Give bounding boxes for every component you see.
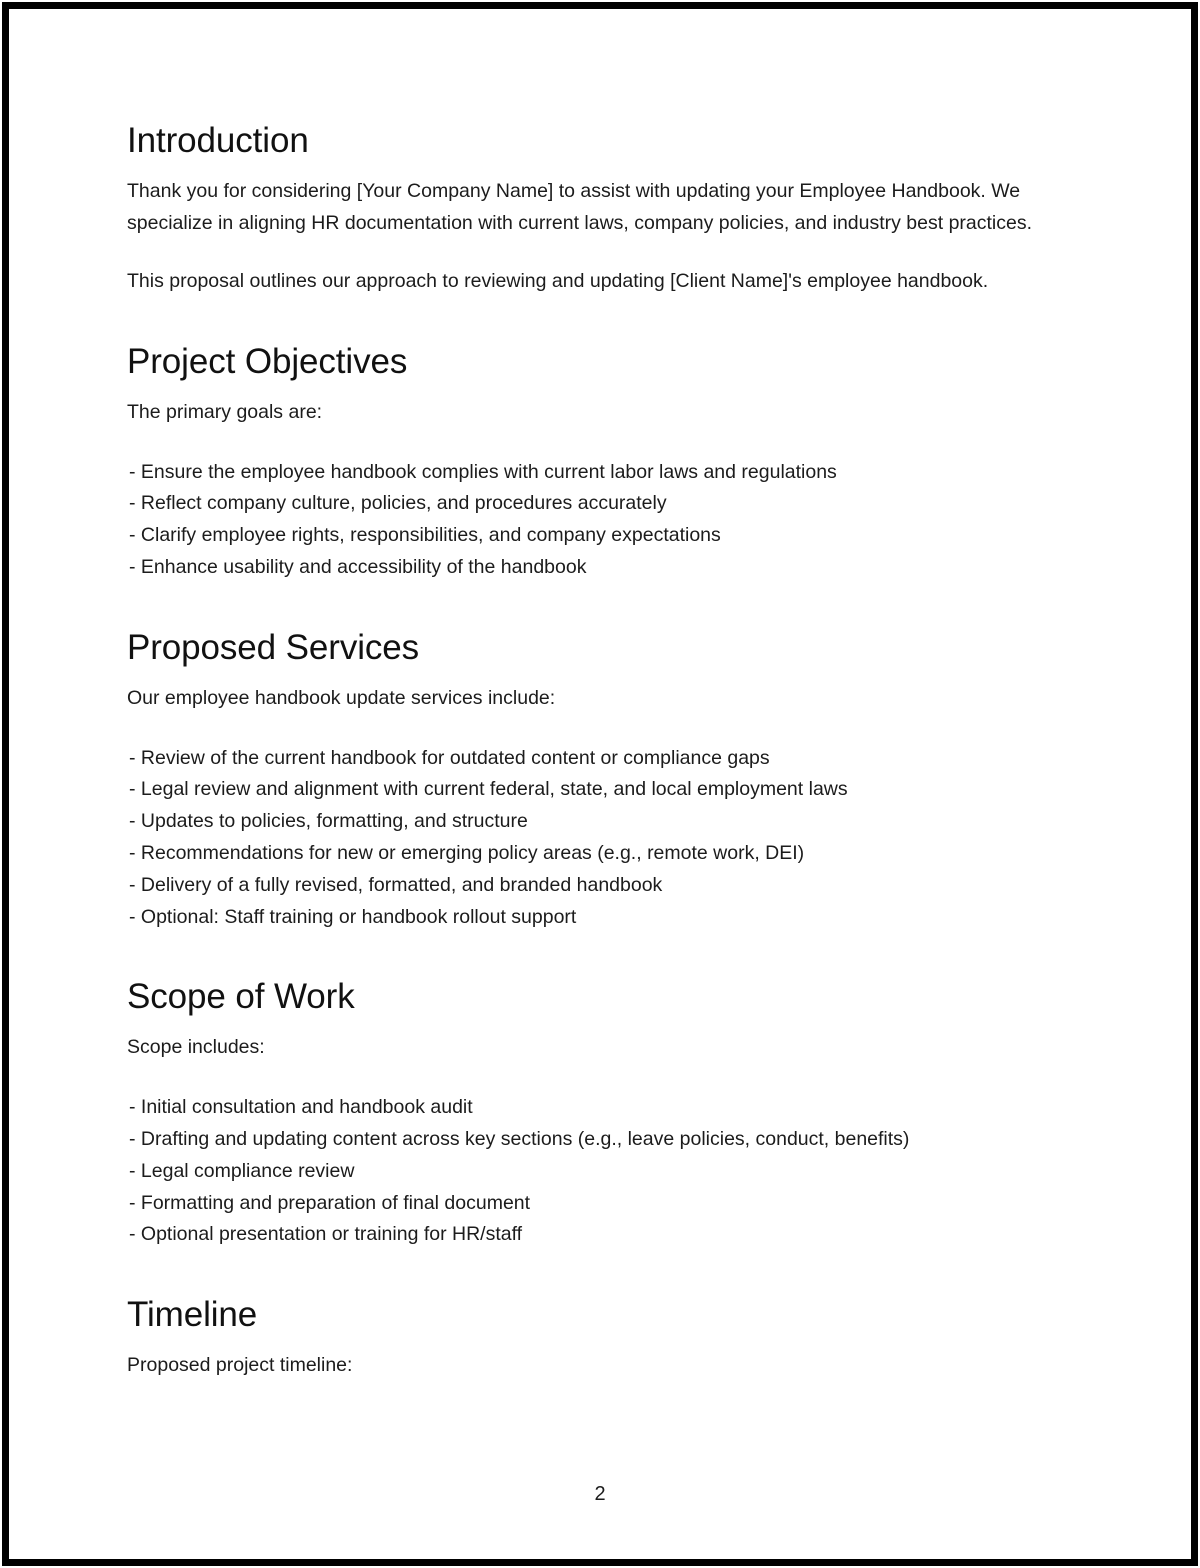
section-project-objectives: [127, 342, 1079, 584]
heading-scope-of-work: Scope of Work: [127, 977, 355, 1017]
list-item: - Legal review and alignment with current federal, state, and local employment laws: [129, 778, 848, 801]
paragraph-services-intro: Our employee handbook update services include:: [127, 686, 556, 709]
list-item: - Legal compliance review: [129, 1159, 355, 1182]
page-border-frame: [2, 2, 1198, 1566]
paragraph-timeline-intro: Proposed project timeline:: [127, 1354, 353, 1377]
heading-timeline: Timeline: [127, 1295, 258, 1335]
list-item: - Clarify employee rights, responsibilities, and company expectations: [129, 524, 721, 547]
list-proposed-services: [127, 743, 1079, 934]
list-item: - Ensure the employee handbook complies with current labor laws and regulations: [129, 460, 837, 483]
section-introduction: [127, 121, 1079, 298]
heading-introduction: Introduction: [127, 121, 309, 160]
list-item: - Initial consultation and handbook audit: [129, 1096, 473, 1119]
list-item: - Optional presentation or training for HR/staff: [129, 1223, 523, 1246]
list-item: - Delivery of a fully revised, formatted, and branded handbook: [129, 873, 663, 896]
paragraph-objectives-intro: The primary goals are:: [127, 400, 323, 423]
page-content: [127, 121, 1079, 1382]
page-number: 2: [594, 1483, 606, 1505]
list-item: - Drafting and updating content across key sections (e.g., leave policies, conduct, benefits): [129, 1128, 910, 1151]
list-scope-of-work: [127, 1092, 1079, 1251]
list-project-objectives: [127, 457, 1079, 584]
list-item: - Enhance usability and accessibility of the handbook: [129, 555, 587, 578]
section-scope-of-work: [127, 977, 1079, 1251]
list-item: - Optional: Staff training or handbook rollout support: [129, 905, 577, 928]
section-proposed-services: [127, 628, 1079, 934]
paragraph-scope-intro: Scope includes:: [127, 1036, 265, 1059]
heading-proposed-services: Proposed Services: [127, 627, 420, 667]
section-timeline: [127, 1295, 1079, 1382]
paragraph-intro-1: Thank you for considering [Your Company Name] to assist with updating your Employee Handbook. We specialize in aligning HR documentation with current laws, company policies, and industry best practices.: [127, 180, 1033, 234]
list-item: - Recommendations for new or emerging policy areas (e.g., remote work, DEI): [129, 841, 805, 864]
heading-project-objectives: Project Objectives: [127, 341, 408, 381]
list-item: - Updates to policies, formatting, and structure: [129, 810, 528, 833]
list-item: - Formatting and preparation of final document: [129, 1191, 531, 1214]
list-item: - Reflect company culture, policies, and procedures accurately: [129, 492, 667, 515]
paragraph-intro-2: This proposal outlines our approach to reviewing and updating [Client Name]'s employee handbook.: [127, 269, 989, 292]
list-item: - Review of the current handbook for outdated content or compliance gaps: [129, 746, 770, 769]
